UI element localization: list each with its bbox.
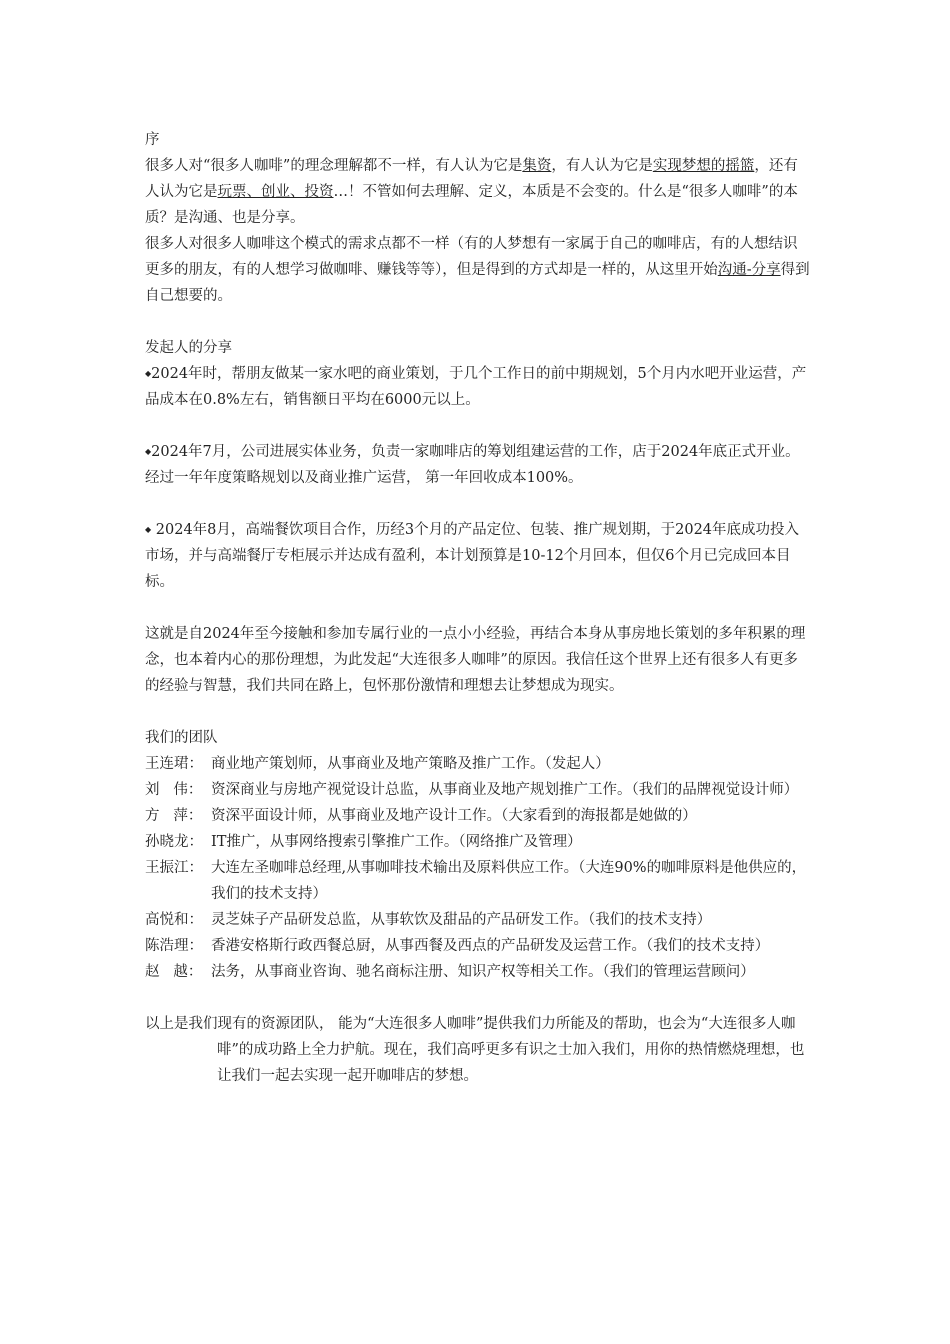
team-member <box>145 907 810 933</box>
text-run: ，还有人认为它是 <box>145 158 798 200</box>
diamond-bullet-icon: ◆ <box>145 369 152 378</box>
text-run: …！不管如何去理解、定义，本质是不会变的。什么是“很多人咖啡”的本质？是沟通、也是分享。 <box>145 184 798 226</box>
diamond-bullet-icon: ◆ <box>145 525 152 534</box>
founder-item-2 <box>145 439 810 491</box>
team-title: 我们的团队 <box>145 730 218 746</box>
document-body <box>145 127 810 1089</box>
team-member-desc: 商业地产策划师，从事商业及地产策略及推广工作。（发起人） <box>211 756 610 772</box>
team-member <box>145 829 810 855</box>
team-member <box>145 777 810 803</box>
text-run: 得到自己想要的。 <box>145 262 810 304</box>
founder-item-text: 2024年7月，公司进展实体业务，负责一家咖啡店的筹划组建运营的工作，店于2024年底正式开业。经过一年年度策略规划以及商业推广运营， 第一年回收成本100%。 <box>145 444 800 486</box>
team-list <box>145 751 810 985</box>
team-member-desc: 法务，从事商业咨询、驰名商标注册、知识产权等相关工作。（我们的管理运营顾问） <box>211 964 755 980</box>
founder-item-text: 2024年时，帮朋友做某一家水吧的商业策划，于几个工作日的前中期规划，5个月内水吧开业运营，产品成本在0.8%左右，销售额日平均在6000元以上。 <box>145 366 807 408</box>
text-run: 很多人对很多人咖啡这个模式的需求点都不一样（有的人梦想有一家属于自己的咖啡店，有的人想结识更多的朋友，有的人想学习做咖啡、赚钱等等），但是得到的方式却是一样的，从这里开始 <box>145 236 798 278</box>
team-member-desc: 灵芝妹子产品研发总监，从事软饮及甜品的产品研发工作。（我们的技术支持） <box>211 912 712 928</box>
team-member-name: 陈浩理： <box>145 938 203 954</box>
underlined-text: 玩票、创业、投资 <box>217 184 334 200</box>
text-run: 很多人对“很多人咖啡”的理念理解都不一样，有人认为它是 <box>145 158 523 174</box>
spacer <box>145 699 810 725</box>
text-run: ，有人认为它是 <box>551 158 653 174</box>
team-member <box>145 933 810 959</box>
preface-paragraph-2 <box>145 231 810 309</box>
preface-paragraph-1 <box>145 153 810 231</box>
preface-title: 序 <box>145 132 160 148</box>
spacer <box>145 491 810 517</box>
team-member-name: 高悦和： <box>145 912 203 928</box>
spacer <box>145 413 810 439</box>
underlined-text: 集资 <box>522 158 552 174</box>
team-member-desc: IT推广，从事网络搜索引擎推广工作。（网络推广及管理） <box>211 834 582 850</box>
team-member <box>145 959 810 985</box>
team-member <box>145 803 810 829</box>
team-member-desc: 资深平面设计师，从事商业及地产设计工作。（大家看到的海报都是她做的） <box>211 808 697 824</box>
spacer <box>145 309 810 335</box>
founder-item-3 <box>145 517 810 595</box>
team-member-name: 赵 越： <box>145 964 203 980</box>
underlined-text: 沟通-分享 <box>717 262 781 278</box>
founder-item-1 <box>145 361 810 413</box>
team-member-desc: 资深商业与房地产视觉设计总监，从事商业及地产规划推广工作。（我们的品牌视觉设计师） <box>211 782 799 798</box>
team-member-desc: 香港安格斯行政西餐总厨，从事西餐及西点的产品研发及运营工作。（我们的技术支持） <box>211 938 770 954</box>
team-member-desc: 大连左圣咖啡总经理,从事咖啡技术输出及原料供应工作。（大连90%的咖啡原料是他供应的，我们的技术支持） <box>211 860 807 902</box>
team-member-name: 刘 伟： <box>145 782 203 798</box>
underlined-text: 实现梦想的摇篮 <box>652 158 755 174</box>
team-member-name: 方 萍： <box>145 808 203 824</box>
spacer <box>145 595 810 621</box>
founder-summary: 这就是自2024年至今接触和参加专属行业的一点小小经验，再结合本身从事房地长策划的多年积累的理念，也本着内心的那份理想，为此发起“大连很多人咖啡”的原因。我信任这个世界上还有很多人有更多的经验与智慧，我们共同在路上，包怀那份激情和理想去让梦想成为现实。 <box>145 626 806 694</box>
team-member <box>145 855 810 907</box>
team-member <box>145 751 810 777</box>
team-member-name: 王连珺： <box>145 756 203 772</box>
diamond-bullet-icon: ◆ <box>145 447 152 456</box>
closing-paragraph: 以上是我们现有的资源团队， 能为“大连很多人咖啡”提供我们力所能及的帮助，也会为“大连很多人咖啡”的成功路上全力护航。现在，我们高呼更多有识之士加入我们，用你的热情燃烧理想，也让我们一起去实现一起开咖啡店的梦想。 <box>145 1016 805 1084</box>
team-member-name: 王振江： <box>145 860 203 876</box>
team-member-name: 孙晓龙： <box>145 834 203 850</box>
founder-item-text: 2024年8月，高端餐饮项目合作，历经3个月的产品定位、包装、推广规划期，于2024年底成功投入市场，并与高端餐厅专柜展示并达成有盈利，本计划预算是10-12个月回本，但仅6个月已完成回本目标。 <box>145 522 800 590</box>
founder-title: 发起人的分享 <box>145 340 232 356</box>
spacer <box>145 985 810 1011</box>
